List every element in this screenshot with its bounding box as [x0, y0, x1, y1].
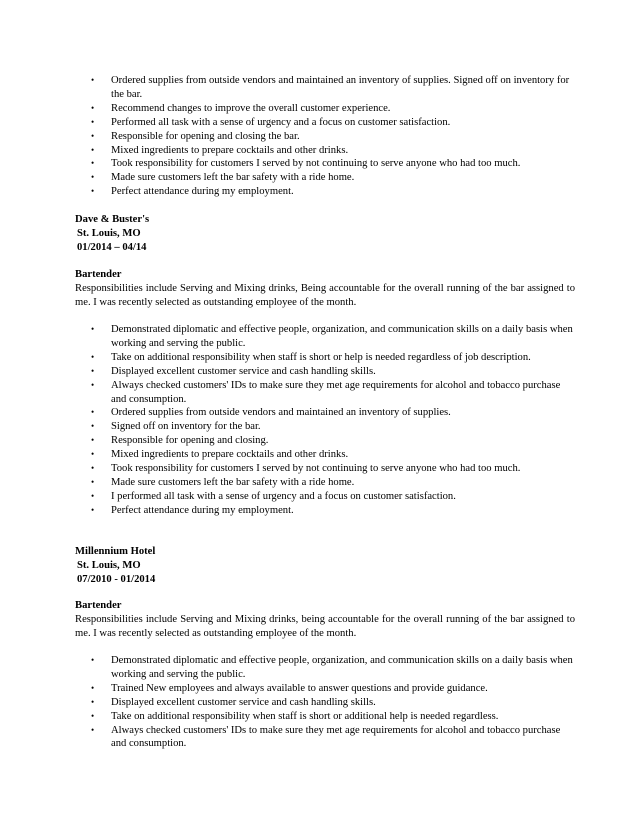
list-item	[91, 157, 575, 171]
bullet-icon: •	[91, 130, 95, 141]
list-item	[91, 323, 575, 351]
bullet-icon: •	[91, 158, 95, 169]
bullet-icon: •	[91, 476, 95, 487]
employer-location: St. Louis, MO	[77, 227, 141, 239]
duty-text: Perfect attendance during my employment.	[111, 186, 294, 198]
bullet-icon: •	[91, 449, 95, 460]
list-item	[91, 682, 575, 696]
duty-text: Perfect attendance during my employment.	[111, 504, 294, 516]
duty-text: Demonstrated diplomatic and effective people, organization, and communication skills on a daily basis when working and serving the public.	[111, 324, 573, 349]
bullet-icon: •	[91, 504, 95, 515]
duty-text: Responsible for opening and closing the bar.	[111, 130, 300, 142]
list-item	[91, 130, 575, 144]
job-header-dave-busters	[75, 213, 575, 255]
job-title: Bartender	[75, 269, 122, 280]
bullet-icon: •	[91, 75, 95, 85]
bullet-icon: •	[91, 144, 95, 155]
duty-text: Recommend changes to improve the overall customer experience.	[111, 102, 391, 114]
duty-text: Made sure customers left the bar safety with a ride home.	[111, 476, 355, 488]
previous-job-duties	[75, 74, 575, 199]
list-item	[91, 406, 575, 420]
duty-text: Displayed excellent customer service and cash handling skills.	[111, 365, 376, 377]
employment-dates: 01/2014 – 04/14	[77, 241, 147, 253]
bullet-icon: •	[91, 696, 95, 707]
employer-name: Millennium Hotel	[75, 546, 156, 557]
duty-text: Took responsibility for customers I served by not continuing to serve anyone who had too much.	[111, 463, 521, 475]
list-item	[91, 420, 575, 434]
bullet-icon: •	[91, 682, 95, 693]
list-item	[91, 654, 575, 682]
duty-text: Ordered supplies from outside vendors and maintained an inventory of supplies.	[111, 407, 451, 419]
duty-text: Take on additional responsibility when staff is short or additional help is needed regardless.	[111, 710, 499, 722]
duty-text: Performed all task with a sense of urgency and a focus on customer satisfaction.	[111, 116, 451, 128]
duty-text: Signed off on inventory for the bar.	[111, 421, 261, 433]
list-item	[91, 434, 575, 448]
duty-text: Responsible for opening and closing.	[111, 435, 269, 447]
duty-list	[75, 654, 575, 751]
duty-text: Always checked customers' IDs to make sure they met age requirements for alcohol and tobacco purchase and consumption.	[111, 379, 561, 405]
list-item	[91, 365, 575, 379]
list-item	[91, 696, 575, 710]
bullet-icon: •	[91, 324, 95, 334]
duty-text: Demonstrated diplomatic and effective people, organization, and communication skills on a daily basis when working and serving the public.	[111, 655, 573, 680]
bullet-icon: •	[91, 463, 95, 474]
list-item	[91, 171, 575, 185]
list-item	[91, 102, 575, 116]
job-duties-dave-busters	[75, 323, 575, 518]
list-item	[91, 724, 575, 752]
list-item	[91, 490, 575, 504]
bullet-icon: •	[91, 351, 95, 362]
list-item	[91, 185, 575, 199]
list-item	[91, 116, 575, 130]
duty-text: Mixed ingredients to prepare cocktails and other drinks.	[111, 449, 349, 461]
employer-location: St. Louis, MO	[77, 559, 141, 571]
duty-text: Take on additional responsibility when staff is short or help is needed regardless of job description.	[111, 351, 531, 363]
job-duties-millennium-hotel	[75, 654, 575, 751]
bullet-icon: •	[91, 490, 95, 501]
employer-name: Dave & Buster's	[75, 214, 150, 225]
bullet-icon: •	[91, 102, 95, 113]
bullet-icon: •	[91, 435, 95, 446]
job-summary-dave-busters	[75, 268, 575, 310]
duty-text: Made sure customers left the bar safety with a ride home.	[111, 172, 355, 184]
list-item	[91, 710, 575, 724]
job-title: Bartender	[75, 600, 122, 611]
list-item	[91, 351, 575, 365]
employment-dates: 07/2010 - 01/2014	[77, 573, 156, 585]
list-item	[91, 504, 575, 518]
bullet-icon: •	[91, 421, 95, 432]
bullet-icon: •	[91, 186, 95, 197]
duty-text: Always checked customers' IDs to make sure they met age requirements for alcohol and tobacco purchase and consumption.	[111, 724, 561, 750]
job-header-millennium-hotel	[75, 545, 575, 587]
list-item	[91, 462, 575, 476]
list-item	[91, 448, 575, 462]
duty-list	[75, 74, 575, 199]
duty-text: I performed all task with a sense of urgency and a focus on customer satisfaction.	[111, 490, 456, 502]
duty-text: Mixed ingredients to prepare cocktails and other drinks.	[111, 144, 349, 156]
duty-text: Took responsibility for customers I served by not continuing to serve anyone who had too much.	[111, 158, 521, 170]
duty-list	[75, 323, 575, 518]
bullet-icon: •	[91, 724, 95, 735]
job-summary: Responsibilities include Serving and Mixing drinks, being accountable for the overall running of the bar assigned to me. I was recently selected as outstanding employee of the month.	[75, 613, 575, 639]
duty-text: Trained New employees and always available to answer questions and provide guidance.	[111, 682, 488, 694]
list-item	[91, 476, 575, 490]
bullet-icon: •	[91, 365, 95, 376]
bullet-icon: •	[91, 407, 95, 418]
duty-text: Displayed excellent customer service and cash handling skills.	[111, 696, 376, 708]
job-summary: Responsibilities include Serving and Mixing drinks, Being accountable for the overall running of the bar assigned to me. I was recently selected as outstanding employee of the month.	[75, 282, 575, 308]
job-summary-millennium-hotel	[75, 599, 575, 641]
list-item	[91, 144, 575, 158]
list-item	[91, 379, 575, 407]
bullet-icon: •	[91, 655, 95, 665]
bullet-icon: •	[91, 116, 95, 127]
bullet-icon: •	[91, 710, 95, 721]
bullet-icon: •	[91, 379, 95, 390]
bullet-icon: •	[91, 172, 95, 183]
duty-text: Ordered supplies from outside vendors and maintained an inventory of supplies. Signed off on inventory for the bar.	[111, 75, 570, 100]
list-item	[91, 74, 575, 102]
